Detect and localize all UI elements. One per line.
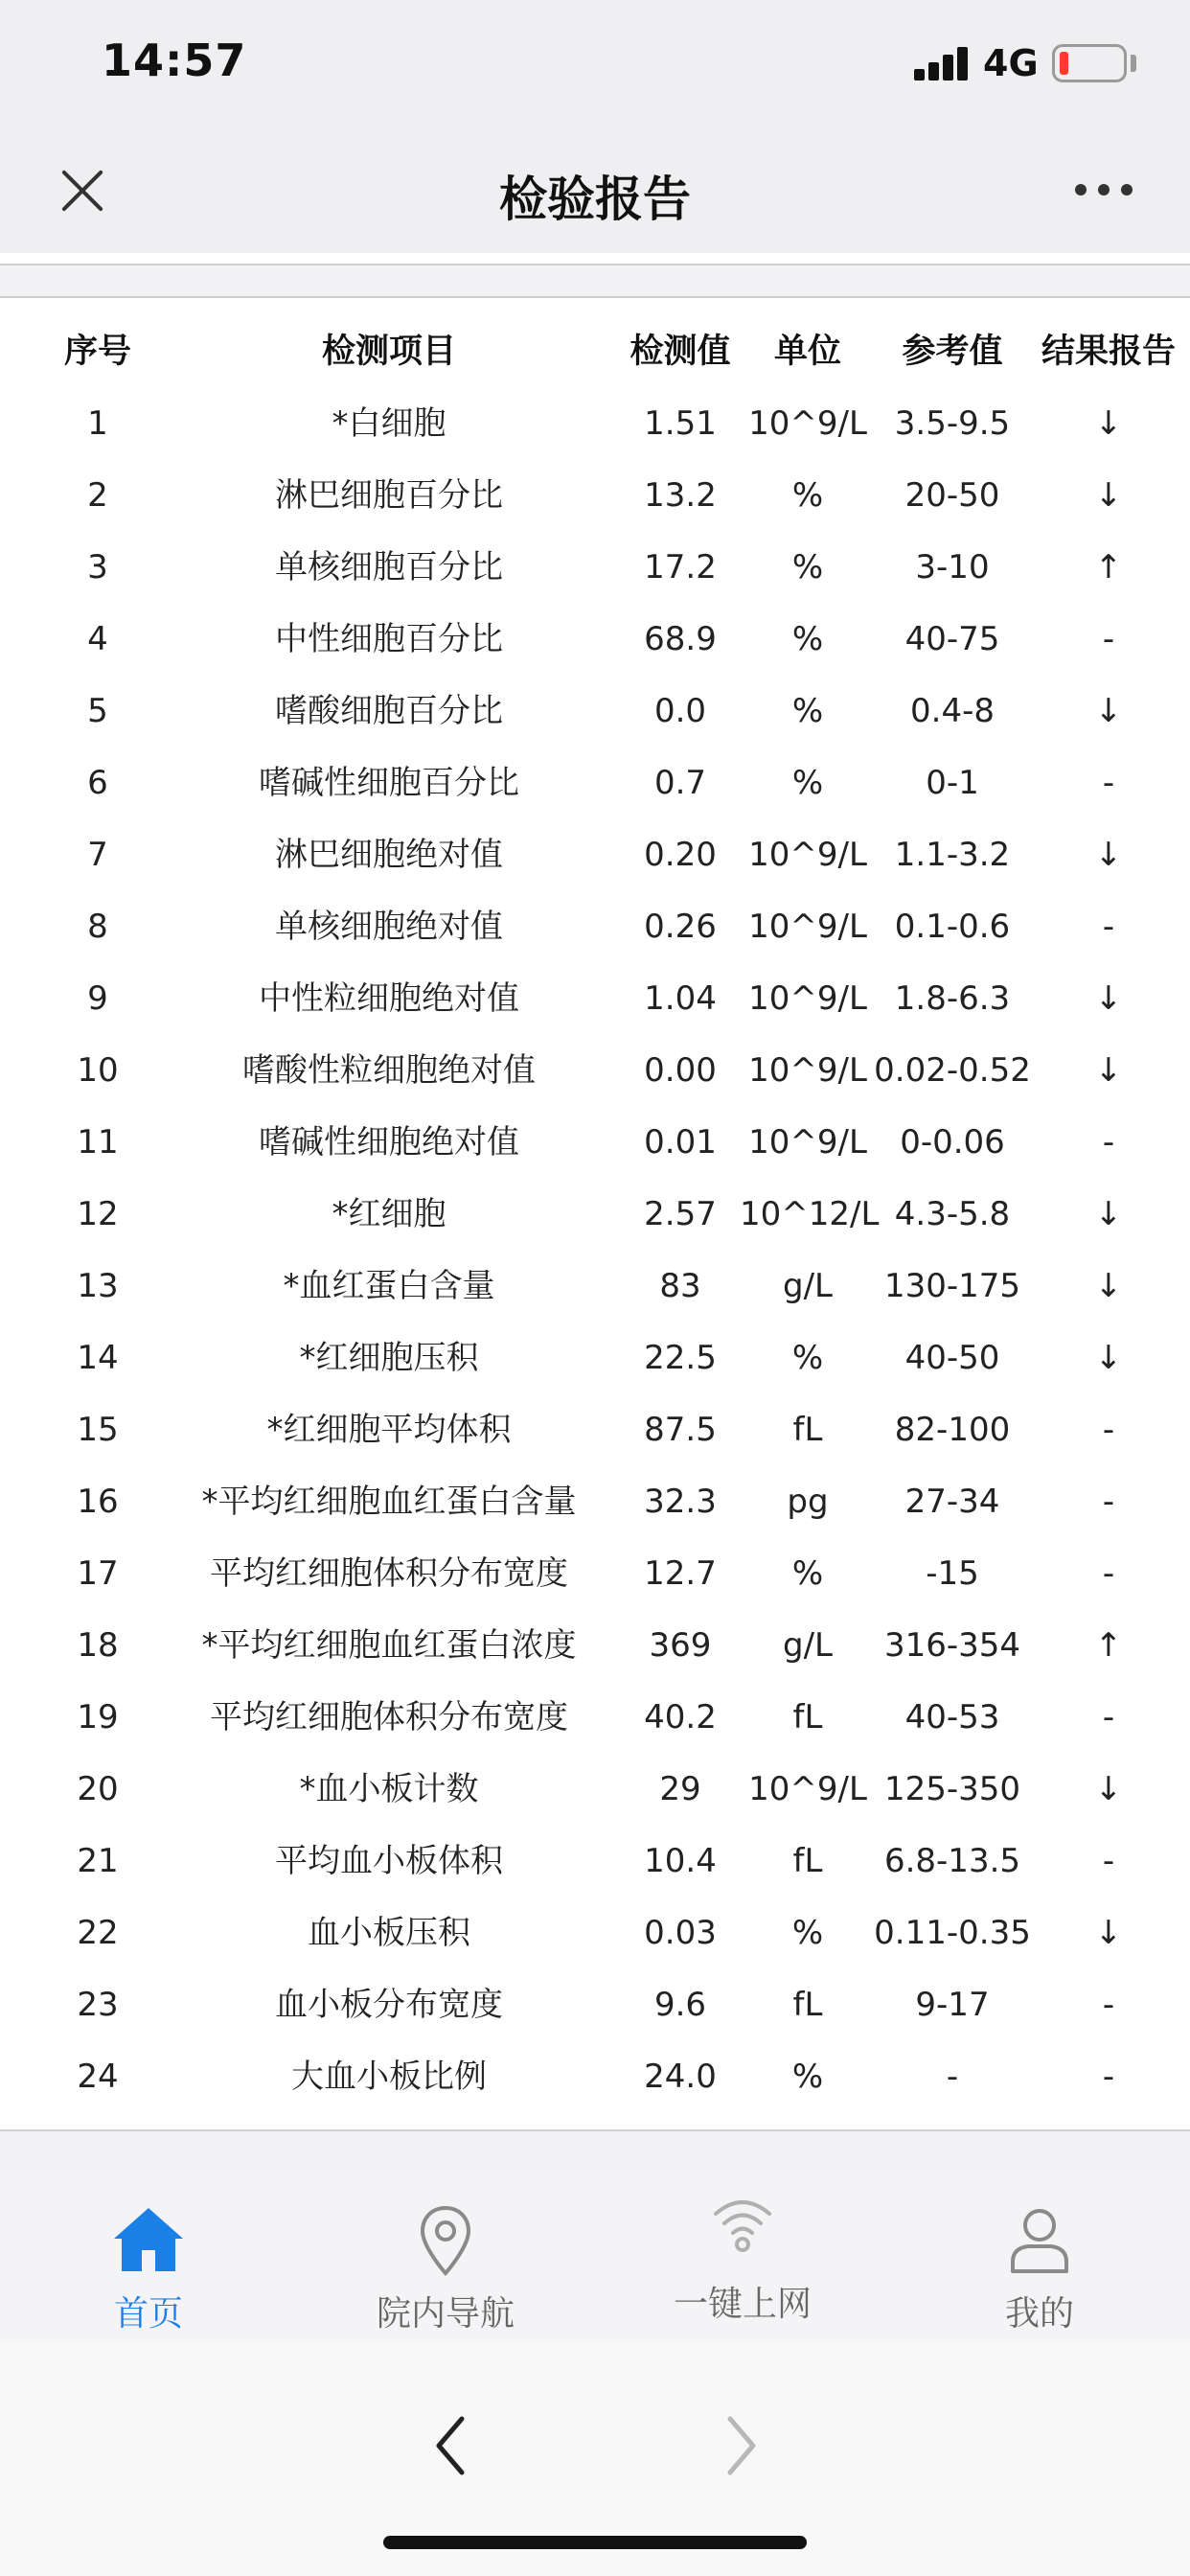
tab-label: 一键上网 bbox=[673, 2285, 812, 2324]
table-row bbox=[0, 532, 1190, 604]
tab-one-click-internet[interactable] bbox=[594, 2170, 891, 2342]
cell-unit: fL bbox=[792, 1698, 823, 1736]
table-row bbox=[0, 748, 1190, 819]
cell-unit: 10^9/L bbox=[748, 979, 867, 1018]
cell-result: - bbox=[1102, 1411, 1115, 1449]
cell-reference: 3-10 bbox=[915, 548, 990, 586]
cell-item: *红细胞压积 bbox=[299, 1339, 479, 1377]
cell-unit: % bbox=[791, 764, 824, 802]
cell-index: 2 bbox=[87, 476, 108, 515]
tab-label: 我的 bbox=[1004, 2294, 1074, 2334]
cell-result: - bbox=[1102, 1698, 1115, 1736]
cellular-signal-icon bbox=[914, 46, 970, 80]
cell-value: 83 bbox=[659, 1267, 701, 1305]
cell-index: 6 bbox=[87, 764, 108, 802]
table-row bbox=[0, 1107, 1190, 1179]
cell-index: 18 bbox=[77, 1626, 119, 1665]
cell-result: - bbox=[1102, 2058, 1115, 2096]
cell-item: 平均红细胞体积分布宽度 bbox=[210, 1554, 568, 1593]
cell-index: 22 bbox=[77, 1914, 119, 1952]
cell-result: - bbox=[1102, 1986, 1115, 2024]
cell-value: 10.4 bbox=[644, 1842, 717, 1880]
table-row bbox=[0, 1969, 1190, 2041]
navigation-bar bbox=[0, 134, 1190, 253]
cell-item: 平均红细胞体积分布宽度 bbox=[210, 1698, 568, 1736]
cell-unit: 10^9/L bbox=[748, 1123, 867, 1162]
header-unit: 单位 bbox=[773, 333, 841, 371]
cell-value: 369 bbox=[649, 1626, 712, 1665]
cell-unit: 10^12/L bbox=[740, 1195, 880, 1233]
cell-value: 0.01 bbox=[644, 1123, 717, 1162]
home-indicator[interactable] bbox=[383, 2536, 807, 2549]
cell-reference: 6.8-13.5 bbox=[883, 1842, 1021, 1880]
cell-reference: 9-17 bbox=[915, 1986, 990, 2024]
cell-result: ↓ bbox=[1094, 1770, 1123, 1808]
cell-item: 血小板分布宽度 bbox=[275, 1986, 503, 2024]
cell-result: - bbox=[1102, 1123, 1115, 1162]
cell-value: 0.26 bbox=[644, 908, 717, 946]
cell-result: ↓ bbox=[1094, 1914, 1123, 1952]
cell-result: ↓ bbox=[1094, 404, 1123, 443]
table-row bbox=[0, 1898, 1190, 1969]
table-row bbox=[0, 388, 1190, 460]
cell-unit: % bbox=[791, 1914, 824, 1952]
home-icon bbox=[110, 2202, 187, 2279]
spacer-band bbox=[0, 2131, 1190, 2170]
cell-unit: fL bbox=[792, 1411, 823, 1449]
cell-reference: 20-50 bbox=[904, 476, 1000, 515]
cell-item: 嗜碱性细胞百分比 bbox=[259, 764, 519, 802]
wifi-icon bbox=[704, 2187, 781, 2264]
cell-index: 15 bbox=[77, 1411, 119, 1449]
battery-nub bbox=[1131, 55, 1136, 72]
cell-reference: 27-34 bbox=[904, 1483, 1000, 1521]
cell-unit: 10^9/L bbox=[748, 908, 867, 946]
cell-reference: 82-100 bbox=[894, 1411, 1011, 1449]
tab-hospital-navigation[interactable] bbox=[297, 2170, 594, 2342]
cell-value: 0.20 bbox=[644, 836, 717, 874]
back-arrow-icon[interactable] bbox=[422, 2411, 479, 2480]
table-body bbox=[0, 388, 1190, 2113]
cell-unit: g/L bbox=[783, 1626, 833, 1665]
cell-value: 32.3 bbox=[644, 1483, 717, 1521]
table-row bbox=[0, 1682, 1190, 1754]
cell-index: 10 bbox=[77, 1051, 119, 1090]
cell-unit: 10^9/L bbox=[748, 1051, 867, 1090]
tab-bar bbox=[0, 2170, 1190, 2342]
cell-result: ↓ bbox=[1094, 836, 1123, 874]
cell-index: 13 bbox=[77, 1267, 119, 1305]
cell-reference: 316-354 bbox=[883, 1626, 1021, 1665]
divider bbox=[0, 296, 1190, 298]
forward-arrow-icon[interactable] bbox=[713, 2411, 770, 2480]
cell-item: 平均血小板体积 bbox=[275, 1842, 503, 1880]
table-row bbox=[0, 1538, 1190, 1610]
cell-item: 嗜碱性细胞绝对值 bbox=[259, 1123, 519, 1162]
table-row bbox=[0, 1466, 1190, 1538]
cell-result: - bbox=[1102, 908, 1115, 946]
header-reference: 参考值 bbox=[902, 333, 1003, 371]
cell-value: 0.7 bbox=[653, 764, 707, 802]
cell-reference: 1.8-6.3 bbox=[894, 979, 1011, 1018]
cell-index: 5 bbox=[87, 692, 108, 730]
cell-index: 8 bbox=[87, 908, 108, 946]
tab-home[interactable] bbox=[0, 2170, 297, 2342]
table-row bbox=[0, 1322, 1190, 1394]
cell-value: 9.6 bbox=[653, 1986, 707, 2024]
table-row bbox=[0, 1610, 1190, 1682]
table-row bbox=[0, 1394, 1190, 1466]
cell-item: *血红蛋白含量 bbox=[283, 1267, 495, 1305]
cell-result: ↑ bbox=[1094, 548, 1123, 586]
cell-result: ↑ bbox=[1094, 1626, 1123, 1665]
header-item: 检测项目 bbox=[321, 333, 456, 371]
cell-index: 7 bbox=[87, 836, 108, 874]
header-value: 检测值 bbox=[629, 333, 731, 371]
cell-reference: 0-1 bbox=[926, 764, 979, 802]
cell-reference: 0-0.06 bbox=[900, 1123, 1005, 1162]
cell-reference: 0.1-0.6 bbox=[894, 908, 1011, 946]
location-pin-icon bbox=[407, 2202, 484, 2279]
page-title: 检验报告 bbox=[499, 172, 691, 227]
cell-unit: % bbox=[791, 1554, 824, 1593]
cell-result: - bbox=[1102, 764, 1115, 802]
cell-index: 16 bbox=[77, 1483, 119, 1521]
cell-result: ↓ bbox=[1094, 476, 1123, 515]
more-options-icon[interactable] bbox=[1075, 184, 1140, 199]
cell-value: 24.0 bbox=[644, 2058, 717, 2096]
status-bar bbox=[0, 0, 1190, 134]
header-index: 序号 bbox=[63, 333, 131, 371]
cell-index: 9 bbox=[87, 979, 108, 1018]
cell-reference: 40-75 bbox=[904, 620, 1000, 658]
cell-index: 20 bbox=[77, 1770, 119, 1808]
cell-result: ↓ bbox=[1094, 1051, 1123, 1090]
table-row bbox=[0, 891, 1190, 963]
cell-result: ↓ bbox=[1094, 979, 1123, 1018]
cell-unit: g/L bbox=[783, 1267, 833, 1305]
table-row bbox=[0, 1035, 1190, 1107]
cell-unit: 10^9/L bbox=[748, 836, 867, 874]
cell-unit: 10^9/L bbox=[748, 1770, 867, 1808]
cell-index: 4 bbox=[87, 620, 108, 658]
cell-item: 嗜酸性粒细胞绝对值 bbox=[242, 1051, 536, 1090]
cell-reference: 1.1-3.2 bbox=[894, 836, 1011, 874]
cell-reference: 4.3-5.8 bbox=[894, 1195, 1011, 1233]
cell-reference: 40-53 bbox=[904, 1698, 1000, 1736]
cell-item: 淋巴细胞绝对值 bbox=[275, 836, 503, 874]
cell-reference: 130-175 bbox=[883, 1267, 1021, 1305]
cell-value: 1.51 bbox=[644, 404, 717, 443]
cell-value: 29 bbox=[659, 1770, 701, 1808]
cell-item: 单核细胞绝对值 bbox=[275, 908, 503, 946]
cell-unit: % bbox=[791, 692, 824, 730]
table-row bbox=[0, 676, 1190, 748]
cell-value: 0.0 bbox=[653, 692, 707, 730]
cell-index: 21 bbox=[77, 1842, 119, 1880]
cell-reference: 125-350 bbox=[883, 1770, 1021, 1808]
cell-unit: fL bbox=[792, 1842, 823, 1880]
table-header bbox=[0, 316, 1190, 388]
cell-item: 中性粒细胞绝对值 bbox=[259, 979, 519, 1018]
status-time: 14:57 bbox=[102, 34, 247, 86]
cell-reference: 3.5-9.5 bbox=[894, 404, 1011, 443]
table-row bbox=[0, 2041, 1190, 2113]
cell-value: 0.00 bbox=[644, 1051, 717, 1090]
cell-item: *红细胞 bbox=[332, 1195, 446, 1233]
cell-value: 2.57 bbox=[644, 1195, 717, 1233]
cell-item: *血小板计数 bbox=[299, 1770, 479, 1808]
cell-item: 中性细胞百分比 bbox=[275, 620, 503, 658]
cell-unit: % bbox=[791, 548, 824, 586]
spacer-band bbox=[0, 265, 1190, 296]
report-table bbox=[0, 316, 1190, 2113]
cell-index: 14 bbox=[77, 1339, 119, 1377]
battery-level bbox=[1060, 52, 1068, 75]
cell-value: 17.2 bbox=[644, 548, 717, 586]
cell-value: 12.7 bbox=[644, 1554, 717, 1593]
cell-reference: 40-50 bbox=[904, 1339, 1000, 1377]
cell-item: *红细胞平均体积 bbox=[266, 1411, 512, 1449]
cell-unit: pg bbox=[787, 1483, 829, 1521]
tab-label: 院内导航 bbox=[376, 2294, 515, 2334]
tab-label: 首页 bbox=[113, 2294, 183, 2334]
header-result: 结果报告 bbox=[1041, 333, 1176, 371]
cell-unit: fL bbox=[792, 1986, 823, 2024]
tab-mine[interactable] bbox=[891, 2170, 1188, 2342]
cell-item: 嗜酸细胞百分比 bbox=[275, 692, 503, 730]
cell-item: *平均红细胞血红蛋白含量 bbox=[201, 1483, 577, 1521]
cell-item: *平均红细胞血红蛋白浓度 bbox=[201, 1626, 577, 1665]
table-row bbox=[0, 604, 1190, 676]
cell-reference: 0.4-8 bbox=[910, 692, 995, 730]
cell-item: 淋巴细胞百分比 bbox=[275, 476, 503, 515]
table-row bbox=[0, 1826, 1190, 1898]
cell-result: ↓ bbox=[1094, 1195, 1123, 1233]
user-icon bbox=[1001, 2202, 1078, 2279]
cell-result: ↓ bbox=[1094, 1267, 1123, 1305]
cell-unit: 10^9/L bbox=[748, 404, 867, 443]
table-row bbox=[0, 1754, 1190, 1826]
cell-item: 血小板压积 bbox=[308, 1914, 470, 1952]
cell-index: 24 bbox=[77, 2058, 119, 2096]
cell-result: - bbox=[1102, 1483, 1115, 1521]
cell-result: - bbox=[1102, 1842, 1115, 1880]
cell-value: 87.5 bbox=[644, 1411, 717, 1449]
cell-index: 19 bbox=[77, 1698, 119, 1736]
battery-icon bbox=[1052, 44, 1127, 82]
table-row bbox=[0, 460, 1190, 532]
cell-result: ↓ bbox=[1094, 1339, 1123, 1377]
cell-reference: - bbox=[946, 2058, 959, 2096]
cell-reference: -15 bbox=[926, 1554, 979, 1593]
cell-value: 1.04 bbox=[644, 979, 717, 1018]
cell-item: 单核细胞百分比 bbox=[275, 548, 503, 586]
cell-index: 23 bbox=[77, 1986, 119, 2024]
cell-reference: 0.02-0.52 bbox=[874, 1051, 1031, 1090]
cell-index: 17 bbox=[77, 1554, 119, 1593]
cell-value: 0.03 bbox=[644, 1914, 717, 1952]
network-type: 4G bbox=[983, 42, 1039, 84]
cell-unit: % bbox=[791, 1339, 824, 1377]
cell-value: 68.9 bbox=[644, 620, 717, 658]
cell-index: 1 bbox=[87, 404, 108, 443]
cell-index: 11 bbox=[77, 1123, 119, 1162]
table-row bbox=[0, 963, 1190, 1035]
cell-item: *白细胞 bbox=[332, 404, 446, 443]
cell-index: 12 bbox=[77, 1195, 119, 1233]
cell-result: - bbox=[1102, 1554, 1115, 1593]
cell-unit: % bbox=[791, 620, 824, 658]
cell-unit: % bbox=[791, 476, 824, 515]
cell-value: 40.2 bbox=[644, 1698, 717, 1736]
cell-result: - bbox=[1102, 620, 1115, 658]
table-row bbox=[0, 1179, 1190, 1251]
cell-item: 大血小板比例 bbox=[291, 2058, 487, 2096]
table-row bbox=[0, 1251, 1190, 1322]
table-row bbox=[0, 819, 1190, 891]
cell-result: ↓ bbox=[1094, 692, 1123, 730]
cell-unit: % bbox=[791, 2058, 824, 2096]
cell-value: 13.2 bbox=[644, 476, 717, 515]
cell-index: 3 bbox=[87, 548, 108, 586]
cell-value: 22.5 bbox=[644, 1339, 717, 1377]
cell-reference: 0.11-0.35 bbox=[874, 1914, 1031, 1952]
